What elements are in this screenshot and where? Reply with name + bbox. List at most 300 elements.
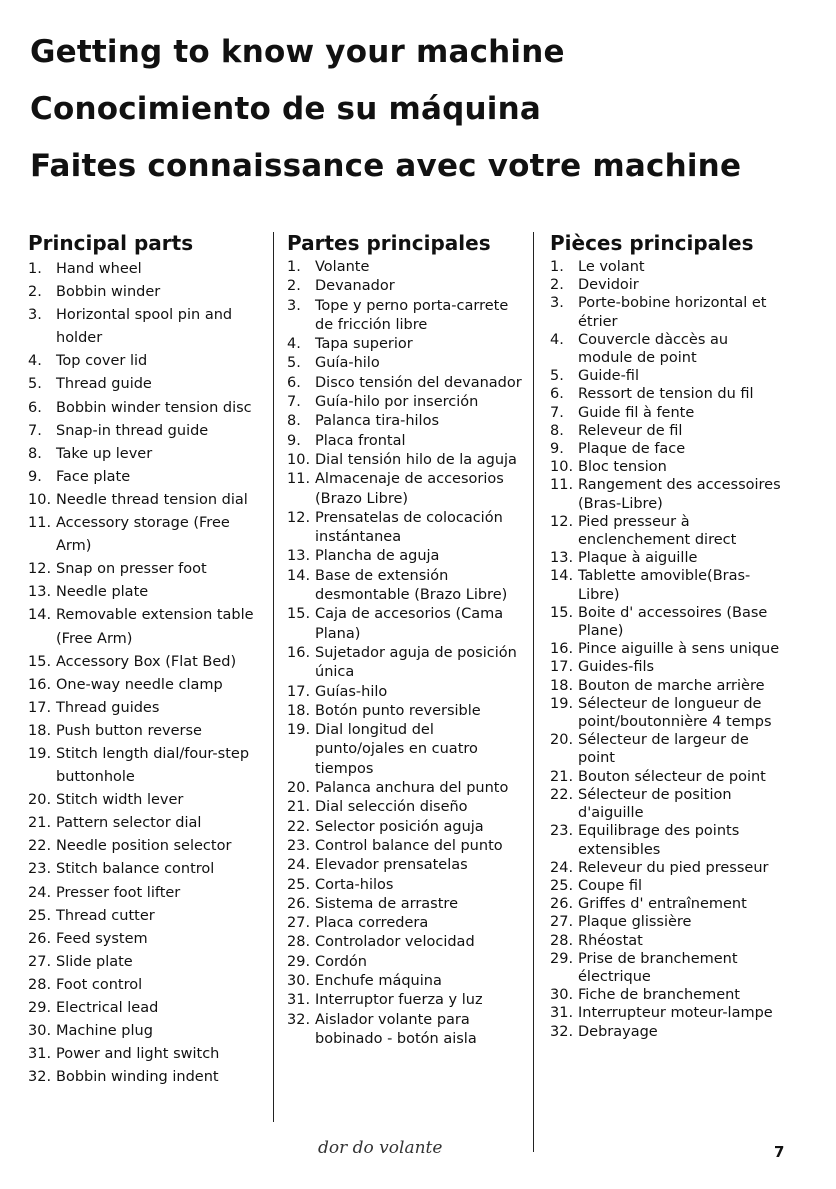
part-item [28,512,264,558]
part-item [550,986,786,1004]
part-label: Presser foot lifter [56,884,181,901]
part-item [550,549,786,567]
part-number: 25. [28,907,52,924]
part-label: Equilibrage des points extensibles [578,823,740,858]
part-label: Rhéostat [578,932,643,949]
part-label: Botón punto reversible [315,702,481,719]
part-item [550,822,786,858]
part-label: Controlador velocidad [315,934,475,951]
part-item [28,489,264,512]
part-item [28,905,264,928]
part-item [287,856,525,875]
part-label: Debrayage [578,1023,658,1040]
part-number: 20. [550,732,574,749]
part-item [287,393,525,412]
part-number: 8. [287,413,301,430]
part-item [28,604,264,650]
part-number: 23. [550,823,574,840]
part-number: 11. [28,515,52,532]
part-item [287,509,525,548]
part-number: 10. [287,451,311,468]
part-number: 4. [550,331,564,348]
part-item [287,972,525,991]
part-label: Prensatelas de colocación instántanea [315,509,503,546]
part-label: Pattern selector dial [56,815,202,832]
part-label: Dial tensión hilo de la aguja [315,451,517,468]
part-item [550,1023,786,1041]
part-number: 24. [28,884,52,901]
part-number: 23. [287,837,311,854]
part-label: Removable extension table (Free Arm) [56,607,254,647]
part-label: Accessory Box (Flat Bed) [56,653,237,670]
part-item [550,768,786,786]
part-item [28,350,264,373]
part-item [550,422,786,440]
part-label: Guide fil à fente [578,404,695,421]
part-label: Guide-fil [578,368,639,385]
part-number: 10. [28,491,52,508]
part-number: 31. [550,1005,574,1022]
part-label: Releveur de fil [578,422,683,439]
part-item [28,858,264,881]
part-number: 2. [287,278,301,295]
part-label: Take up lever [56,445,153,462]
part-label: Sélecteur de position d'aiguille [578,786,732,822]
part-item [550,476,786,512]
part-item [287,451,525,470]
part-item [287,644,525,683]
part-item [550,367,786,385]
part-number: 32. [287,1011,311,1028]
part-number: 5. [550,368,564,385]
part-number: 9. [287,432,301,449]
part-label: Needle thread tension dial [56,491,248,508]
part-label: Guías-hilo [315,683,388,700]
part-item [550,786,786,822]
part-label: Foot control [56,976,143,993]
part-number: 22. [287,818,311,835]
part-number: 3. [287,297,301,314]
column-divider [533,232,534,1152]
part-number: 28. [550,932,574,949]
part-number: 1. [28,261,42,277]
part-item [550,276,786,294]
part-label: Fiche de branchement [578,987,740,1004]
part-label: Placa corredera [315,915,429,932]
title-french: Faites connaissance avec votre machine [30,148,742,184]
part-item [28,558,264,581]
part-item [550,658,786,676]
part-label: Sélecteur de largeur de point [578,732,749,767]
part-item [28,674,264,697]
part-label: Stitch length dial/four-step buttonhole [56,745,250,786]
part-label: Thread guides [56,699,160,716]
part-item [28,466,264,489]
part-number: 2. [550,277,564,294]
part-item [28,882,264,905]
part-item [28,1066,264,1089]
part-item [550,677,786,695]
part-label: Bobbin winding indent [56,1069,219,1086]
part-item [28,1020,264,1043]
part-item [287,933,525,952]
part-number: 25. [287,876,311,893]
column-divider [273,232,274,1122]
part-item [550,695,786,731]
part-label: Elevador prensatelas [315,857,468,874]
part-label: Top cover lid [56,353,148,370]
part-number: 26. [287,895,311,912]
part-item [287,432,525,451]
part-item [28,1043,264,1066]
part-number: 32. [550,1023,574,1040]
part-item [287,297,525,336]
part-number: 28. [287,934,311,951]
part-number: 22. [550,786,574,803]
part-item [287,702,525,721]
part-number: 10. [550,459,574,476]
part-number: 30. [28,1023,52,1040]
part-number: 14. [28,607,52,624]
part-number: 13. [287,548,311,565]
part-label: Le volant [578,259,645,275]
parts-list-spanish [287,258,525,1049]
part-label: Horizontal spool pin and holder [56,307,233,347]
part-label: Face plate [56,468,131,485]
part-item [550,640,786,658]
part-item [28,835,264,858]
part-label: Slide plate [56,953,133,970]
part-item [550,604,786,640]
part-number: 17. [550,659,574,676]
part-label: Accessory storage (Free Arm) [56,515,230,555]
part-label: Tablette amovible(Bras-Libre) [578,568,751,603]
part-label: Plaque de face [578,441,686,458]
part-number: 31. [287,992,311,1009]
part-label: Needle position selector [56,838,232,855]
part-label: Pince aiguille à sens unique [578,641,780,658]
part-label: One-way needle clamp [56,676,223,693]
part-item [287,798,525,817]
part-item [28,789,264,812]
part-number: 12. [550,513,574,530]
part-label: Devanador [315,278,395,295]
part-label: Bloc tension [578,459,667,476]
part-label: Selector posición aguja [315,818,484,835]
handwritten-note: dor do volante [318,1138,443,1158]
part-item [287,818,525,837]
part-number: 23. [28,861,52,878]
part-item [287,779,525,798]
part-item [550,294,786,330]
column-french [550,231,786,1041]
part-item [550,950,786,986]
column-heading-spanish: Partes principales [287,231,491,255]
part-item [287,1011,525,1050]
column-heading-french: Pièces principales [550,231,754,255]
part-label: Interrupteur moteur-lampe [578,1005,773,1022]
part-label: Bouton de marche arrière [578,677,765,694]
part-label: Sujetador aguja de posición única [315,644,517,681]
part-label: Needle plate [56,584,149,601]
part-number: 7. [28,422,42,439]
part-label: Bouton sélecteur de point [578,768,766,785]
part-label: Plancha de aguja [315,548,440,565]
part-number: 2. [28,284,42,301]
part-label: Prise de branchement électrique [578,950,738,985]
part-label: Stitch width lever [56,792,184,809]
part-number: 13. [550,550,574,567]
part-label: Cordón [315,953,367,970]
part-item [287,354,525,373]
part-number: 12. [287,509,311,526]
part-label: Caja de accesorios (Cama Plana) [315,606,504,642]
part-label: Push button reverse [56,722,202,739]
part-item [287,547,525,566]
part-item [287,721,525,779]
part-number: 15. [287,606,311,623]
part-label: Griffes d' entraînement [578,896,747,913]
column-spanish [287,231,525,1049]
part-label: Guía-hilo por inserción [315,394,479,411]
part-item [28,581,264,604]
part-number: 27. [287,915,311,932]
part-number: 27. [550,914,574,931]
part-item [550,513,786,549]
part-number: 32. [28,1069,52,1086]
part-label: Feed system [56,930,148,947]
part-label: Porte-bobine horizontal et étrier [578,295,767,330]
part-item [550,895,786,913]
part-item [550,877,786,895]
part-item [550,1004,786,1022]
part-number: 20. [28,792,52,809]
part-number: 21. [550,768,574,785]
part-number: 6. [287,374,301,391]
part-label: Thread cutter [56,907,155,924]
part-number: 16. [28,676,52,693]
part-label: Releveur du pied presseur [578,859,769,876]
part-label: Bobbin winder [56,284,161,301]
part-item [550,567,786,603]
part-label: Tope y perno porta-carrete de fricción libre [315,297,509,333]
part-item [287,683,525,702]
part-item [28,743,264,789]
part-label: Ressort de tension du fil [578,386,754,403]
part-item [550,404,786,422]
part-label: Base de extensión desmontable (Brazo Libre) [315,567,508,604]
part-item [28,951,264,974]
part-label: Plaque à aiguille [578,550,698,567]
part-item [287,277,525,296]
column-english [28,231,264,1089]
part-item [28,697,264,720]
part-number: 5. [287,355,301,372]
part-item [287,953,525,972]
part-label: Guía-hilo [315,355,380,372]
page-number: 7 [774,1143,785,1161]
part-item [287,914,525,933]
part-label: Sélecteur de longueur de point/boutonnière 4 temps [578,695,772,731]
part-number: 5. [28,376,42,393]
column-heading-english: Principal parts [28,231,194,255]
part-number: 4. [287,336,301,353]
part-label: Stitch balance control [56,861,215,878]
part-number: 15. [550,604,574,621]
part-label: Machine plug [56,1023,153,1040]
part-item [28,651,264,674]
part-item [28,420,264,443]
part-label: Couvercle dàccès au module de point [578,331,729,367]
part-number: 29. [287,953,311,970]
part-label: Palanca tira-hilos [315,413,440,430]
part-item [287,374,525,393]
part-item [287,335,525,354]
part-number: 17. [28,699,52,716]
part-number: 19. [287,722,311,739]
part-item [28,997,264,1020]
part-item [550,731,786,767]
part-label: Sistema de arrastre [315,895,458,912]
part-label: Aislador volante para bobinado - botón aisla [315,1011,477,1047]
part-label: Snap-in thread guide [56,422,209,439]
part-item [28,304,264,350]
part-number: 12. [28,561,52,578]
part-number: 1. [287,259,301,275]
part-number: 13. [28,584,52,601]
part-number: 7. [287,394,301,411]
part-number: 20. [287,780,311,797]
title-spanish: Conocimiento de su máquina [30,91,541,127]
part-number: 6. [28,399,42,416]
part-number: 8. [550,422,564,439]
part-item [287,895,525,914]
part-item [550,859,786,877]
part-label: Bobbin winder tension disc [56,399,252,416]
part-item [28,397,264,420]
part-number: 4. [28,353,42,370]
part-number: 14. [550,568,574,585]
part-number: 29. [28,1000,52,1016]
part-number: 28. [28,976,52,993]
part-item [287,991,525,1010]
part-label: Interruptor fuerza y luz [315,992,483,1009]
part-item [550,440,786,458]
part-item [28,258,264,281]
part-number: 24. [287,857,311,874]
part-label: Dial selección diseño [315,799,468,816]
part-number: 11. [550,477,574,494]
part-number: 19. [550,695,574,712]
part-item [28,812,264,835]
part-item [287,605,525,644]
part-number: 14. [287,567,311,584]
part-item [287,837,525,856]
part-label: Devidoir [578,277,639,294]
part-item [28,281,264,304]
part-label: Guides-fils [578,659,655,676]
part-item [550,913,786,931]
part-label: Corta-hilos [315,876,394,893]
part-number: 19. [28,745,52,762]
part-item [28,443,264,466]
part-item [550,385,786,403]
part-label: Boite d' accessoires (Base Plane) [578,604,768,640]
part-number: 1. [550,259,564,275]
part-number: 26. [28,930,52,947]
part-label: Plaque glissière [578,914,692,931]
part-label: Disco tensión del devanador [315,374,522,391]
part-item [550,932,786,950]
part-number: 29. [550,950,574,967]
part-label: Electrical lead [56,1000,159,1016]
parts-list-english [28,258,264,1089]
part-label: Control balance del punto [315,837,503,854]
part-item [28,974,264,997]
part-item [287,876,525,895]
part-number: 16. [550,641,574,658]
part-item [28,720,264,743]
part-item [28,928,264,951]
parts-list-french [550,258,786,1041]
part-label: Dial longitud del punto/ojales en cuatro tiempos [315,722,478,777]
part-item [550,458,786,476]
part-label: Hand wheel [56,261,142,277]
part-label: Almacenaje de accesorios (Brazo Libre) [315,471,504,507]
part-number: 18. [28,722,52,739]
part-number: 16. [287,644,311,661]
part-number: 30. [550,987,574,1004]
part-number: 27. [28,953,52,970]
part-label: Rangement des accessoires (Bras-Libre) [578,477,781,512]
part-number: 25. [550,877,574,894]
part-number: 11. [287,471,311,488]
part-label: Thread guide [56,376,152,393]
part-number: 7. [550,404,564,421]
part-item [287,567,525,606]
part-number: 17. [287,683,311,700]
part-number: 21. [287,799,311,816]
part-number: 31. [28,1046,52,1063]
part-number: 22. [28,838,52,855]
part-number: 15. [28,653,52,670]
part-label: Placa frontal [315,432,406,449]
part-number: 9. [550,441,564,458]
part-label: Pied presseur à enclenchement direct [578,513,737,549]
part-number: 3. [28,307,42,324]
part-number: 21. [28,815,52,832]
part-item [287,470,525,509]
part-number: 18. [287,702,311,719]
part-label: Enchufe máquina [315,972,442,989]
part-label: Tapa superior [315,336,413,353]
title-english: Getting to know your machine [30,34,565,70]
part-item [550,258,786,276]
part-number: 24. [550,859,574,876]
part-label: Coupe fil [578,877,643,894]
part-number: 30. [287,972,311,989]
part-label: Palanca anchura del punto [315,780,509,797]
part-item [287,412,525,431]
part-number: 9. [28,468,42,485]
part-number: 6. [550,386,564,403]
part-number: 3. [550,295,564,312]
part-label: Power and light switch [56,1046,220,1063]
part-label: Snap on presser foot [56,561,207,578]
part-label: Volante [315,259,370,275]
part-number: 8. [28,445,42,462]
part-number: 18. [550,677,574,694]
